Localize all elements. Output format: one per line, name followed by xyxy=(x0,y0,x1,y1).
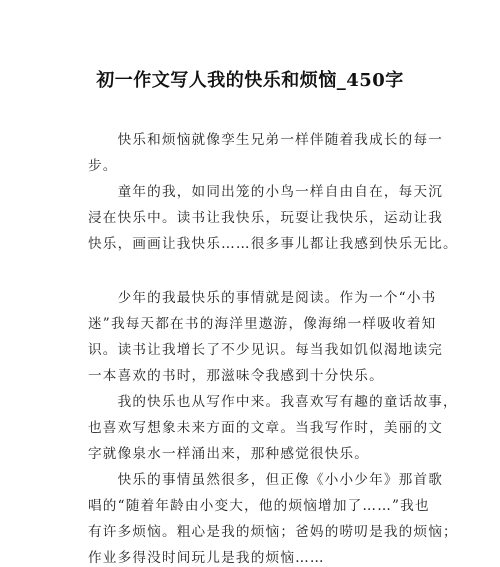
essay-title: 初一作文写人我的快乐和烦恼_450字 xyxy=(96,70,404,91)
paragraph-line: 一本喜欢的书时，那滋味令我感到十分快乐。 xyxy=(88,368,384,384)
paragraph-line: 有许多烦恼。粗心是我的烦恼；爸妈的唠叨是我的烦恼； xyxy=(88,524,458,540)
paragraph-line: 浸在快乐中。读书让我快乐，玩耍让我快乐，运动让我 xyxy=(88,210,444,226)
paragraph-line: 作业多得没时间玩儿是我的烦恼…… xyxy=(88,550,325,566)
paragraph-line: 步。 xyxy=(88,158,118,174)
paragraph-line: 也喜欢写想象未来方面的文章。当我写作时，美丽的文 xyxy=(88,420,444,436)
paragraph-line: 童年的我，如同出笼的小鸟一样自由自在，每天沉 xyxy=(88,184,444,200)
paragraph-line: 快乐的事情虽然很多，但正像《小小少年》那首歌 xyxy=(88,472,444,488)
paragraph-line: 识。读书让我增长了不少见识。每当我如饥似渴地读完 xyxy=(88,342,444,358)
paragraph-line: 少年的我最快乐的事情就是阅读。作为一个“小书 xyxy=(88,290,437,306)
paragraph-line: 迷”我每天都在书的海洋里遨游，像海绵一样吸收着知 xyxy=(88,316,437,332)
paragraph-line: 唱的“随着年龄由小变大，他的烦恼增加了……”我也 xyxy=(88,498,430,514)
paragraph-line: 我的快乐也从写作中来。我喜欢写有趣的童话故事， xyxy=(88,394,458,410)
paragraph-line: 快乐，画画让我快乐……很多事儿都让我感到快乐无比。 xyxy=(88,236,458,252)
paragraph-line: 快乐和烦恼就像孪生兄弟一样伴随着我成长的每一 xyxy=(88,132,444,148)
paragraph-line: 字就像泉水一样涌出来，那种感觉很快乐。 xyxy=(88,446,370,462)
